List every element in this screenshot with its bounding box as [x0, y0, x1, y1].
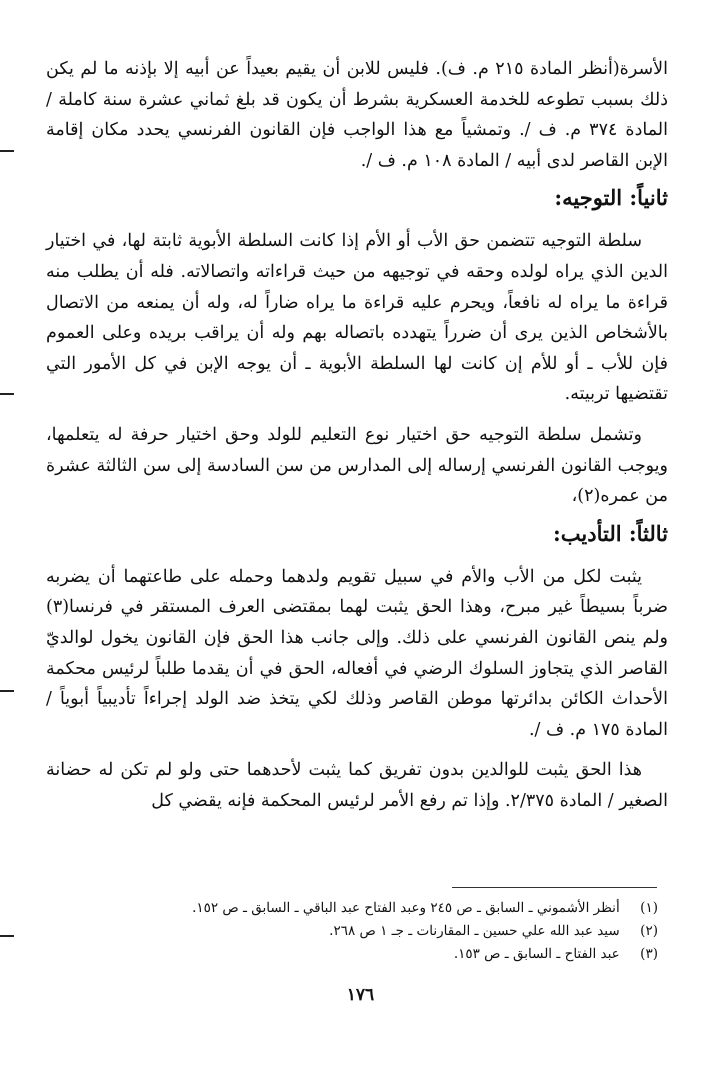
scan-edge-mark [0, 935, 14, 937]
heading-guidance: ثانياً: التوجيه: [554, 185, 668, 211]
scan-edge-mark [0, 393, 14, 395]
footnote-text: عبد الفتاح ـ السابق ـ ص ١٥٣. [453, 946, 620, 962]
footnote-number: (١) [640, 900, 658, 916]
paragraph-5: هذا الحق يثبت للوالدين بدون تفريق كما يثبت لأحدهما حتى ولو لم تكن له حضانة الصغير / المادة ٢/٣٧٥. وإذا تم رفع الأمر لرئيس المحكمة فإنه يقضي كل [46, 760, 668, 811]
scan-edge-mark [0, 690, 14, 692]
paragraph-3: وتشمل سلطة التوجيه حق اختيار نوع التعليم للولد وحق اختيار حرفة له يتعلمها، ويوجب القانون الفرنسي إرساله إلى المدارس من سن السادسة إلى سن الثالثة عشرة من عمره(٢)، [46, 424, 668, 507]
scan-edge-mark [0, 150, 14, 152]
footnote-1 [46, 897, 658, 920]
heading-discipline: ثالثاً: التأديب: [553, 520, 668, 546]
page-number: ١٧٦ [346, 985, 375, 1005]
footnote-number: (٢) [640, 923, 658, 939]
footnote-text: أنظر الأشموني ـ السابق ـ ص ٢٤٥ وعبد الفتاح عبد الباقي ـ السابق ـ ص ١٥٢. [192, 900, 620, 916]
paragraph-1: الأسرة(أنظر المادة ٢١٥ م. ف). فليس للابن أن يقيم بعيداً عن أبيه إلا بإذنه ما لم يكن ذلك بسبب تطوعه للخدمة العسكرية بشرط أن يكون قد بلغ ثماني عشرة سنة كاملة / المادة ٣٧٤ م. ف /. وتمشياً مع هذا الواجب فإن القانون الفرنسي يحدد مكان إقامة الإبن القاصر لدى أبيه / المادة ١٠٨ م. ف /. [46, 59, 669, 171]
footnote-2 [46, 920, 658, 943]
paragraph-4: يثبت لكل من الأب والأم في سبيل تقويم ولدهما وحمله على طاعتهما أن يضربه ضرباً بسيطاً غير مبرح، وهذا الحق يثبت لهما بمقتضى العرف المستقر في فرنسا(٣) ولم ينص القانون الفرنسي على ذلك. وإلى جانب هذا الحق فإن القانون يخول لوالديّ القاصر الذي يتجاوز السلوك الرضي في أفعاله، الحق في أن يقدما طلباً لرئيس محكمة الأحداث الكائن بدائرتها موطن القاصر وذلك لكي يتخذ ضد الولد إجراءاً تأديبياً أبوياً / المادة ١٧٥ م. ف /. [46, 566, 668, 740]
footnote-number: (٣) [640, 946, 658, 962]
footnote-divider [452, 887, 657, 888]
footnote-3 [46, 943, 658, 966]
paragraph-2: سلطة التوجيه تتضمن حق الأب أو الأم إذا كانت السلطة الأبوية ثابتة لها، في اختيار الدين الذي يراه لولده وحقه في توجيهه من حيث قراءاته واتصالاته. فله أن يطلب منه قراءة ما يراه له نافعاً، ويحرم عليه قراءة ما يراه ضاراً له، وله أن يمنعه من الاتصال بالأشخاص الذين يرى أن ضرراً يتهدده باتصاله بهم وله أن يراقب بريده وعلى العموم فإن للأب ـ أو للأم إن كانت لها السلطة الأبوية ـ أن يوجه الإبن في كل الأمور التي تقتضيها تربيته. [46, 231, 668, 405]
footnotes [46, 897, 658, 966]
body-text [46, 54, 668, 816]
footnote-text: سيد عبد الله علي حسين ـ المقارنات ـ جـ ١ ص ٢٦٨. [329, 923, 620, 939]
